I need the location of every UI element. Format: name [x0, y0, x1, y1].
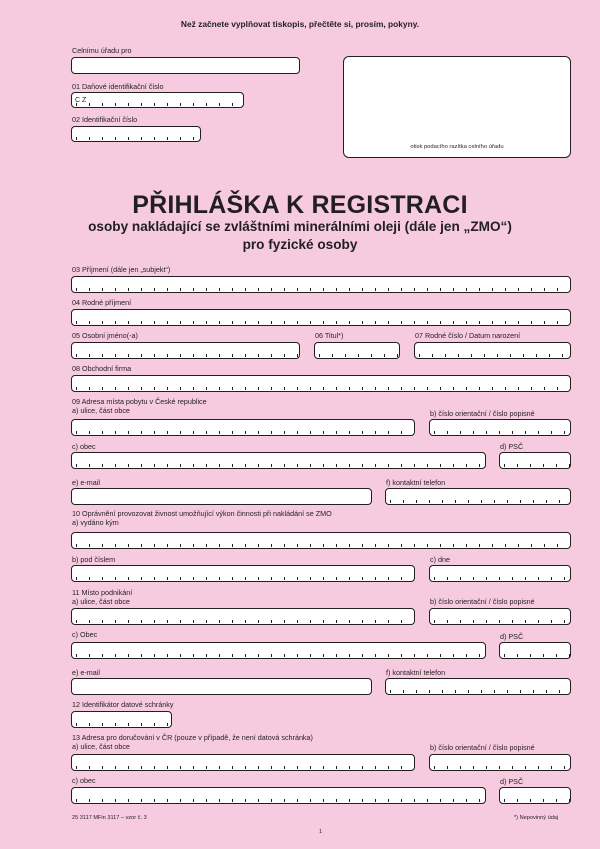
license-date-input[interactable]	[429, 565, 571, 582]
residence-email-input[interactable]	[71, 488, 372, 505]
business-number-label: b) číslo orientační / číslo popisné	[430, 597, 535, 606]
dic-input[interactable]	[71, 92, 244, 108]
delivery-number-input[interactable]	[429, 754, 571, 771]
business-email-label: e) e-mail	[72, 668, 100, 677]
residence-street-label: a) ulice, část obce	[72, 406, 130, 415]
residence-address-label: 09 Adresa místa pobytu v České republice	[72, 397, 207, 406]
dic-prefix: C Z	[75, 97, 87, 104]
birth-number-input[interactable]	[414, 342, 571, 359]
surname-label: 03 Příjmení (dále jen „subjekt“)	[72, 265, 171, 274]
delivery-zip-label: d) PSČ	[500, 777, 524, 786]
page-number: 1	[319, 829, 323, 835]
business-place-label: 11 Místo podnikání	[72, 588, 133, 597]
license-number-input[interactable]	[71, 565, 415, 582]
birth-surname-input[interactable]	[71, 309, 571, 326]
surname-input[interactable]	[71, 276, 571, 293]
stamp-area	[343, 56, 571, 158]
delivery-address-label: 13 Adresa pro doručování v ČR (pouze v případě, že není datová schránka)	[72, 733, 313, 742]
office-label: Celnímu úřadu pro	[72, 46, 132, 55]
delivery-zip-input[interactable]	[499, 787, 571, 804]
title-input[interactable]	[314, 342, 400, 359]
residence-zip-label: d) PSČ	[500, 442, 524, 451]
delivery-number-label: b) číslo orientační / číslo popisné	[430, 743, 535, 752]
delivery-city-input[interactable]	[71, 787, 486, 804]
first-name-label: 05 Osobní jméno(-a)	[72, 331, 138, 340]
delivery-street-input[interactable]	[71, 754, 415, 771]
first-name-input[interactable]	[71, 342, 300, 359]
birth-surname-label: 04 Rodné příjmení	[72, 298, 132, 307]
optional-note: *) Nepovinný údaj	[514, 815, 559, 821]
business-name-label: 08 Obchodní firma	[72, 364, 132, 373]
residence-zip-input[interactable]	[499, 452, 571, 469]
residence-number-input[interactable]	[429, 419, 571, 436]
business-city-label: c) Obec	[72, 630, 98, 639]
databox-input[interactable]	[71, 711, 172, 728]
residence-street-input[interactable]	[71, 419, 415, 436]
ic-input[interactable]	[71, 126, 201, 142]
license-issuer-label: a) vydáno kým	[72, 518, 119, 527]
instruction-text: Než začnete vyplňovat tiskopis, přečtěte si, prosím, pokyny.	[180, 19, 420, 29]
birth-number-label: 07 Rodné číslo / Datum narození	[415, 331, 521, 340]
form-code: 25 3117 MFin 3117 – vzor č. 3	[72, 815, 147, 821]
delivery-street-label: a) ulice, část obce	[72, 742, 130, 751]
databox-label: 12 Identifikátor datové schránky	[72, 700, 174, 709]
form-subtitle-2: pro fyzické osoby	[242, 237, 358, 252]
residence-phone-label: f) kontaktní telefon	[386, 478, 446, 487]
title-label: 06 Titul*)	[315, 331, 344, 340]
form-subtitle: osoby nakládající se zvláštními minerálními oleji (dále jen „ZMO“)	[88, 219, 512, 234]
residence-city-input[interactable]	[71, 452, 486, 469]
ic-label: 02 Identifikační číslo	[72, 115, 138, 124]
business-email-input[interactable]	[71, 678, 372, 695]
stamp-label: otisk podacího razítka celního úřadu	[410, 144, 504, 150]
form-title: PŘIHLÁŠKA K REGISTRACI	[132, 191, 468, 219]
business-name-input[interactable]	[71, 375, 571, 392]
license-label: 10 Oprávnění provozovat živnost umožňující výkon činnosti při nakládání se ZMO	[72, 509, 332, 518]
business-number-input[interactable]	[429, 608, 571, 625]
residence-number-label: b) číslo orientační / číslo popisné	[430, 409, 535, 418]
license-number-label: b) pod číslem	[72, 555, 116, 564]
license-issuer-input[interactable]	[71, 532, 571, 549]
license-date-label: c) dne	[430, 555, 450, 564]
business-city-input[interactable]	[71, 642, 486, 659]
office-input[interactable]	[71, 57, 300, 74]
residence-email-label: e) e-mail	[72, 478, 100, 487]
delivery-city-label: c) obec	[72, 776, 96, 785]
business-street-label: a) ulice, část obce	[72, 597, 130, 606]
residence-phone-input[interactable]	[385, 488, 571, 505]
business-street-input[interactable]	[71, 608, 415, 625]
business-zip-input[interactable]	[499, 642, 571, 659]
residence-city-label: c) obec	[72, 442, 96, 451]
business-zip-label: d) PSČ	[500, 632, 524, 641]
business-phone-input[interactable]	[385, 678, 571, 695]
dic-label: 01 Daňové identifikační číslo	[72, 82, 164, 91]
business-phone-label: f) kontaktní telefon	[386, 668, 446, 677]
